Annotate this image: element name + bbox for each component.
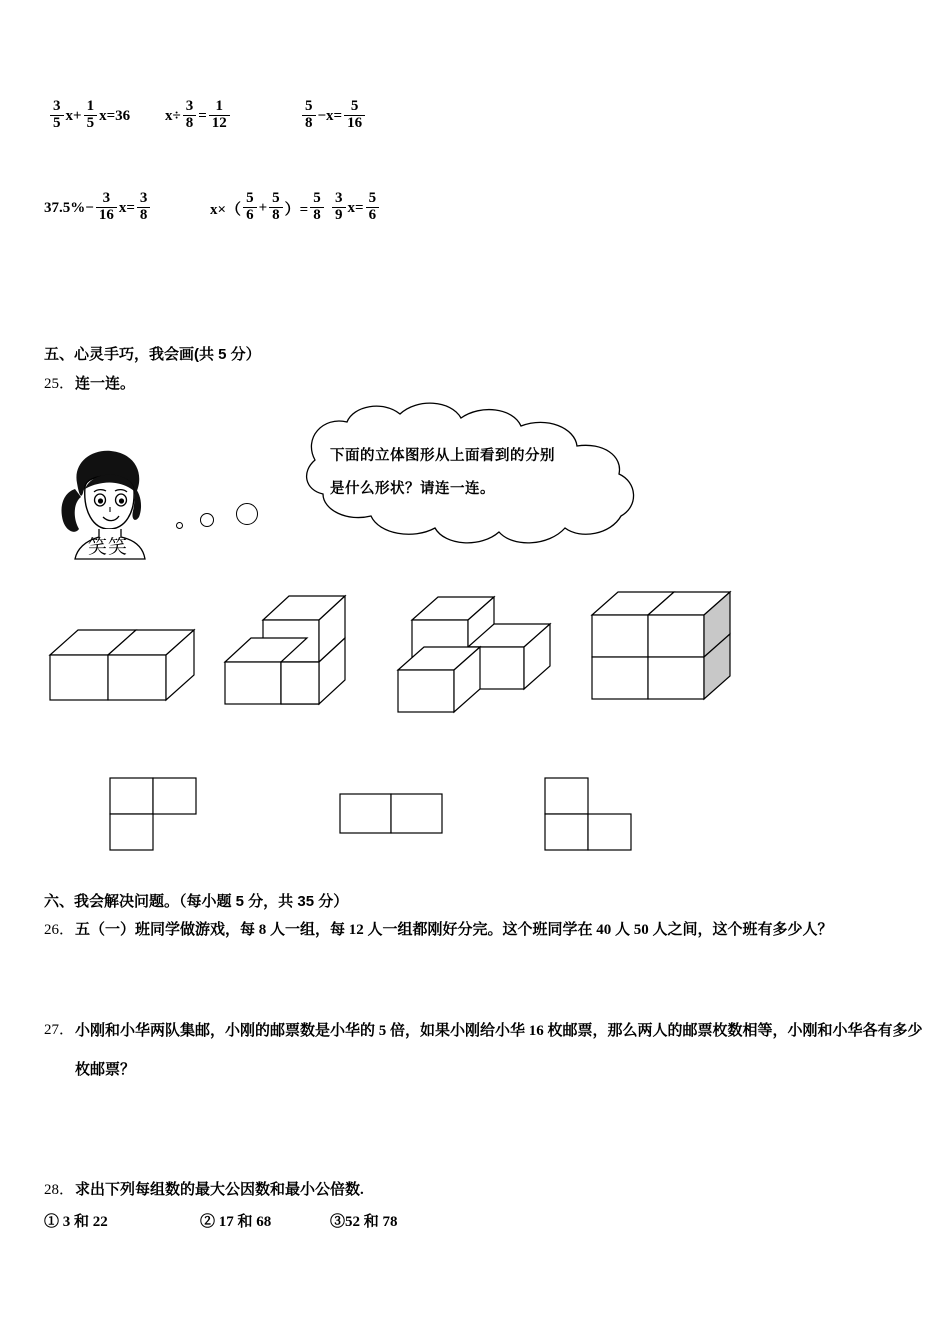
section-6-heading: 六、我会解决问题。（每小题 5 分，共 35 分） [44,893,349,910]
bubble-dot-small [176,522,183,529]
fraction-denominator: 8 [313,206,321,223]
fraction [183,99,197,132]
top-view-shape-1 [100,770,270,865]
fraction-denominator: 8 [305,114,313,131]
fraction-denominator: 12 [211,114,227,131]
solid-figure-1 [40,600,220,730]
equation-literal: ）= [284,201,309,218]
thought-bubble-text [330,440,630,507]
fraction [269,191,283,224]
equation-literal: x= [118,199,135,216]
solid-figure-4 [580,580,750,715]
fraction [310,191,324,224]
fraction-numerator: 1 [84,99,98,116]
fraction [366,191,380,224]
fraction [50,99,64,132]
equation-literal: x= [347,199,364,216]
fraction-numerator: 3 [137,191,151,208]
solid-figure-3 [390,585,580,725]
equation-literal: = [198,107,207,124]
equation-24-3 [300,100,367,133]
fraction-numerator: 3 [332,191,346,208]
question-25-text: 连一连。 [75,376,136,392]
solid-figures-row [0,575,950,705]
fraction-denominator: 16 [347,114,363,131]
fraction [96,191,117,224]
thought-bubble-line-2: 是什么形状？请连一连。 [330,481,495,498]
fraction-numerator: 5 [243,191,257,208]
fraction [243,191,257,224]
fraction-numerator: 5 [302,99,316,116]
top-view-shape-3 [535,770,705,865]
question-28-item-2: ② 17 和 68 [200,1214,272,1230]
thought-bubble [255,398,705,558]
fraction-denominator: 5 [86,114,95,131]
question-28-number: 28． [44,1182,75,1198]
question-28-item-1: ① 3 和 22 [44,1214,108,1230]
fraction [332,191,346,224]
equation-24-4 [44,192,152,225]
fraction-numerator: 5 [269,191,283,208]
thought-bubble-line-1: 下面的立体图形从上面看到的分别 [330,448,555,464]
fraction-denominator: 16 [98,206,114,223]
fraction [302,99,316,132]
top-view-shape-2 [320,770,490,865]
question-27-number: 27． [44,1022,75,1038]
equation-literal: 37.5%− [44,199,94,216]
top-view-shapes-row [0,770,950,860]
equation-24-6 [330,192,381,225]
fraction-denominator: 8 [185,114,194,131]
girl-name-label: 笑笑 [88,537,129,558]
equation-24-2 [165,100,232,133]
section-5-heading: 五、心灵手巧，我会画(共 5 分） [44,346,261,363]
equation-literal: x+ [65,107,82,124]
bubble-dot-medium [200,513,214,527]
solid-figure-2 [215,580,395,710]
fraction-numerator: 5 [310,191,324,208]
fraction [344,99,365,132]
equation-literal: + [258,199,268,216]
fraction-numerator: 5 [366,191,380,208]
equation-24-5 [210,192,326,225]
fraction-numerator: 1 [209,99,230,116]
fraction-numerator: 3 [183,99,197,116]
question-26-number: 26． [44,922,75,938]
fraction-denominator: 6 [246,206,254,223]
equation-literal: −x= [317,107,343,124]
fraction-numerator: 3 [50,99,64,116]
question-28-text: 求出下列每组数的最大公因数和最小公倍数. [75,1182,364,1198]
bubble-dot-large [236,503,258,525]
fraction-denominator: 8 [139,206,148,223]
equation-literal: x÷ [165,107,181,124]
question-28-item-3: ③52 和 78 [330,1214,398,1230]
fraction-denominator: 5 [53,114,61,131]
question-26-text: 五（一）班同学做游戏，每 8 人一组，每 12 人一组都刚好分完。这个班同学在 40 人 50 人之间，这个班有多少人？ [75,922,833,938]
fraction [137,191,151,224]
fraction-denominator: 8 [272,206,280,223]
question-27-text: 小刚和小华两队集邮，小刚的邮票数是小华的 5 倍，如果小刚给小华 16 枚邮票，那么两人的邮票枚数相等，小刚和小华各有多少枚邮票？ [75,1023,923,1078]
question-25-number: 25． [44,376,75,392]
fraction [84,99,98,132]
fraction-denominator: 9 [335,206,343,223]
fraction-numerator: 3 [96,191,117,208]
equation-24-1 [48,100,130,133]
fraction-numerator: 5 [344,99,365,116]
fraction [209,99,230,132]
fraction-denominator: 6 [368,206,377,223]
equation-literal: x=36 [99,107,131,124]
equation-literal: x×（ [210,201,242,218]
